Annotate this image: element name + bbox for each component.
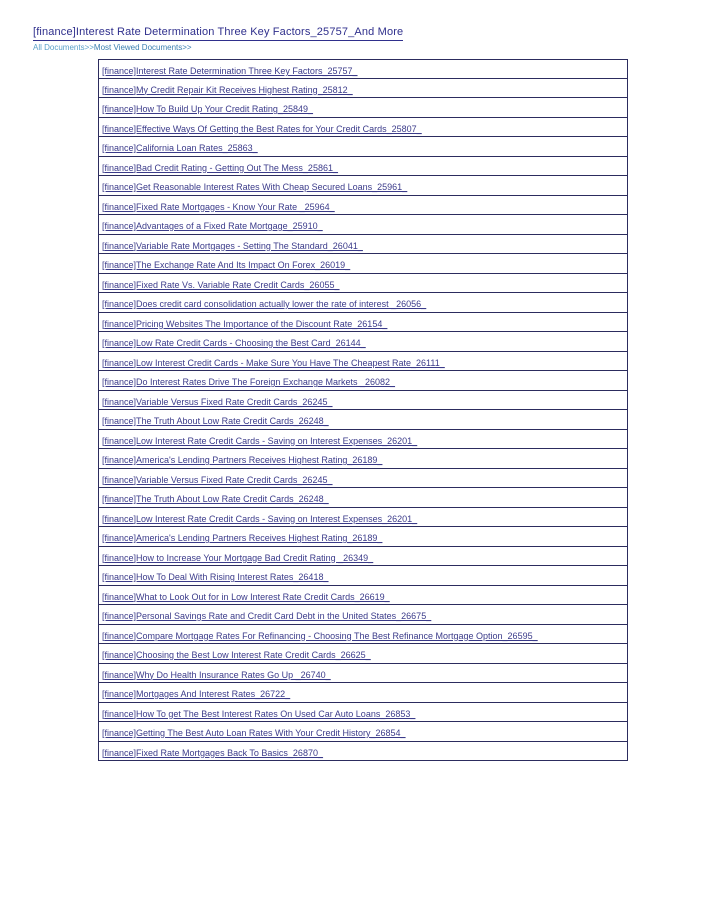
document-link-text[interactable]: [finance]Variable Rate Mortgages - Setting The Standard_26041_ <box>102 240 363 251</box>
document-link-text[interactable]: [finance]Effective Ways Of Getting the Best Rates for Your Credit Cards_25807_ <box>102 123 422 134</box>
document-link-row[interactable] <box>98 352 628 372</box>
document-link-row[interactable] <box>98 293 628 313</box>
document-link-text[interactable]: [finance]Compare Mortgage Rates For Refinancing - Choosing The Best Refinance Mortgage Option_26595_ <box>102 630 538 641</box>
document-link-text[interactable]: [finance]Choosing the Best Low Interest Rate Credit Cards_26625_ <box>102 650 371 660</box>
document-link-row[interactable] <box>98 391 628 411</box>
document-link-row[interactable] <box>98 137 628 157</box>
document-link-text[interactable]: [finance]The Truth About Low Rate Credit Cards_26248_ <box>102 494 329 504</box>
document-link-text[interactable]: [finance]Getting The Best Auto Loan Rates With Your Credit History_26854_ <box>102 728 406 738</box>
document-link-row[interactable] <box>98 196 628 216</box>
document-link-row[interactable] <box>98 410 628 430</box>
document-link-text[interactable]: [finance]Mortgages And Interest Rates_26722_ <box>102 689 291 699</box>
document-link-text[interactable]: [finance]Fixed Rate Mortgages Back To Basics_26870_ <box>102 747 323 758</box>
document-link-row[interactable] <box>98 722 628 742</box>
document-link-row[interactable] <box>98 527 628 547</box>
document-link-text[interactable]: [finance]Variable Versus Fixed Rate Credit Cards_26245_ <box>102 396 333 407</box>
document-link-row[interactable] <box>98 488 628 508</box>
document-link-text[interactable]: [finance]Why Do Health Insurance Rates Go Up _26740_ <box>102 669 331 680</box>
document-link-text[interactable]: [finance]The Truth About Low Rate Credit Cards_26248_ <box>102 416 329 426</box>
document-link-row[interactable] <box>98 625 628 645</box>
document-link-text[interactable]: [finance]Low Interest Rate Credit Cards - Saving on Interest Expenses_26201_ <box>102 513 418 524</box>
document-link-row[interactable] <box>98 215 628 235</box>
document-link-text[interactable]: [finance]Low Rate Credit Cards - Choosing the Best Card_26144_ <box>102 338 366 348</box>
document-link-text[interactable]: [finance]Advantages of a Fixed Rate Mortgage_25910_ <box>102 221 323 231</box>
document-link-row[interactable] <box>98 664 628 684</box>
document-link-text[interactable]: [finance]California Loan Rates_25863_ <box>102 143 258 153</box>
document-link-text[interactable]: [finance]Bad Credit Rating - Getting Out The Mess_25861_ <box>102 162 338 173</box>
document-link-text[interactable]: [finance]Interest Rate Determination Three Key Factors_25757_ <box>102 66 358 76</box>
document-link-row[interactable] <box>98 79 628 99</box>
breadcrumb-all-documents-link[interactable]: All Documents>> <box>33 43 94 52</box>
document-link-text[interactable]: [finance]Does credit card consolidation actually lower the rate of interest _26056_ <box>102 299 427 309</box>
document-link-row[interactable] <box>98 644 628 664</box>
document-link-row[interactable] <box>98 274 628 294</box>
document-link-text[interactable]: [finance]Pricing Websites The Importance of the Discount Rate_26154_ <box>102 318 388 329</box>
document-link-text[interactable]: [finance]Variable Versus Fixed Rate Credit Cards_26245_ <box>102 474 333 485</box>
document-link-row[interactable] <box>98 586 628 606</box>
document-link-row[interactable] <box>98 371 628 391</box>
document-link-row[interactable] <box>98 683 628 703</box>
document-link-text[interactable]: [finance]Fixed Rate Mortgages - Know Your Rate _25964_ <box>102 201 335 212</box>
document-link-row[interactable] <box>98 430 628 450</box>
breadcrumb-most-viewed-link[interactable]: Most Viewed Documents>> <box>93 43 192 52</box>
document-link-row[interactable] <box>98 235 628 255</box>
document-link-row[interactable] <box>98 605 628 625</box>
document-link-text[interactable]: [finance]America's Lending Partners Receives Highest Rating_26189_ <box>102 533 383 543</box>
document-link-row[interactable] <box>98 703 628 723</box>
document-link-text[interactable]: [finance]How to Increase Your Mortgage Bad Credit Rating _26349_ <box>102 552 374 563</box>
document-link-text[interactable]: [finance]Personal Savings Rate and Credit Card Debt in the United States_26675_ <box>102 611 432 621</box>
document-link-text[interactable]: [finance]How To get The Best Interest Rates On Used Car Auto Loans_26853_ <box>102 708 416 719</box>
document-link-row[interactable] <box>98 313 628 333</box>
document-link-row[interactable] <box>98 59 628 79</box>
document-link-row[interactable] <box>98 742 628 762</box>
document-link-row[interactable] <box>98 449 628 469</box>
document-link-row[interactable] <box>98 469 628 489</box>
document-link-text[interactable]: [finance]What to Look Out for in Low Interest Rate Credit Cards_26619_ <box>102 591 390 602</box>
breadcrumb <box>33 43 403 53</box>
document-link-text[interactable]: [finance]Low Interest Rate Credit Cards - Saving on Interest Expenses_26201_ <box>102 435 418 446</box>
document-link-row[interactable] <box>98 254 628 274</box>
document-link-text[interactable]: [finance]How To Build Up Your Credit Rating_25849_ <box>102 104 313 114</box>
document-link-row[interactable] <box>98 547 628 567</box>
document-link-text[interactable]: [finance]Low Interest Credit Cards - Make Sure You Have The Cheapest Rate_26111_ <box>102 357 445 368</box>
document-link-text[interactable]: [finance]America's Lending Partners Receives Highest Rating_26189_ <box>102 455 383 465</box>
document-link-text[interactable]: [finance]How To Deal With Rising Interest Rates_26418_ <box>102 572 329 582</box>
document-link-text[interactable]: [finance]Do Interest Rates Drive The Foreign Exchange Markets _26082_ <box>102 377 395 387</box>
document-link-row[interactable] <box>98 98 628 118</box>
page-title[interactable]: [finance]Interest Rate Determination Three Key Factors_25757_And More <box>33 25 403 41</box>
document-link-text[interactable]: [finance]The Exchange Rate And Its Impact On Forex_26019_ <box>102 260 351 270</box>
document-link-row[interactable] <box>98 508 628 528</box>
document-link-text[interactable]: [finance]Fixed Rate Vs. Variable Rate Credit Cards_26055_ <box>102 279 340 290</box>
document-link-row[interactable] <box>98 118 628 138</box>
document-link-row[interactable] <box>98 157 628 177</box>
document-list <box>98 59 628 761</box>
document-link-text[interactable]: [finance]Get Reasonable Interest Rates With Cheap Secured Loans_25961_ <box>102 182 408 192</box>
document-link-row[interactable] <box>98 566 628 586</box>
page-header <box>33 22 403 53</box>
document-link-row[interactable] <box>98 176 628 196</box>
document-link-row[interactable] <box>98 332 628 352</box>
document-link-text[interactable]: [finance]My Credit Repair Kit Receives Highest Rating_25812_ <box>102 84 353 95</box>
